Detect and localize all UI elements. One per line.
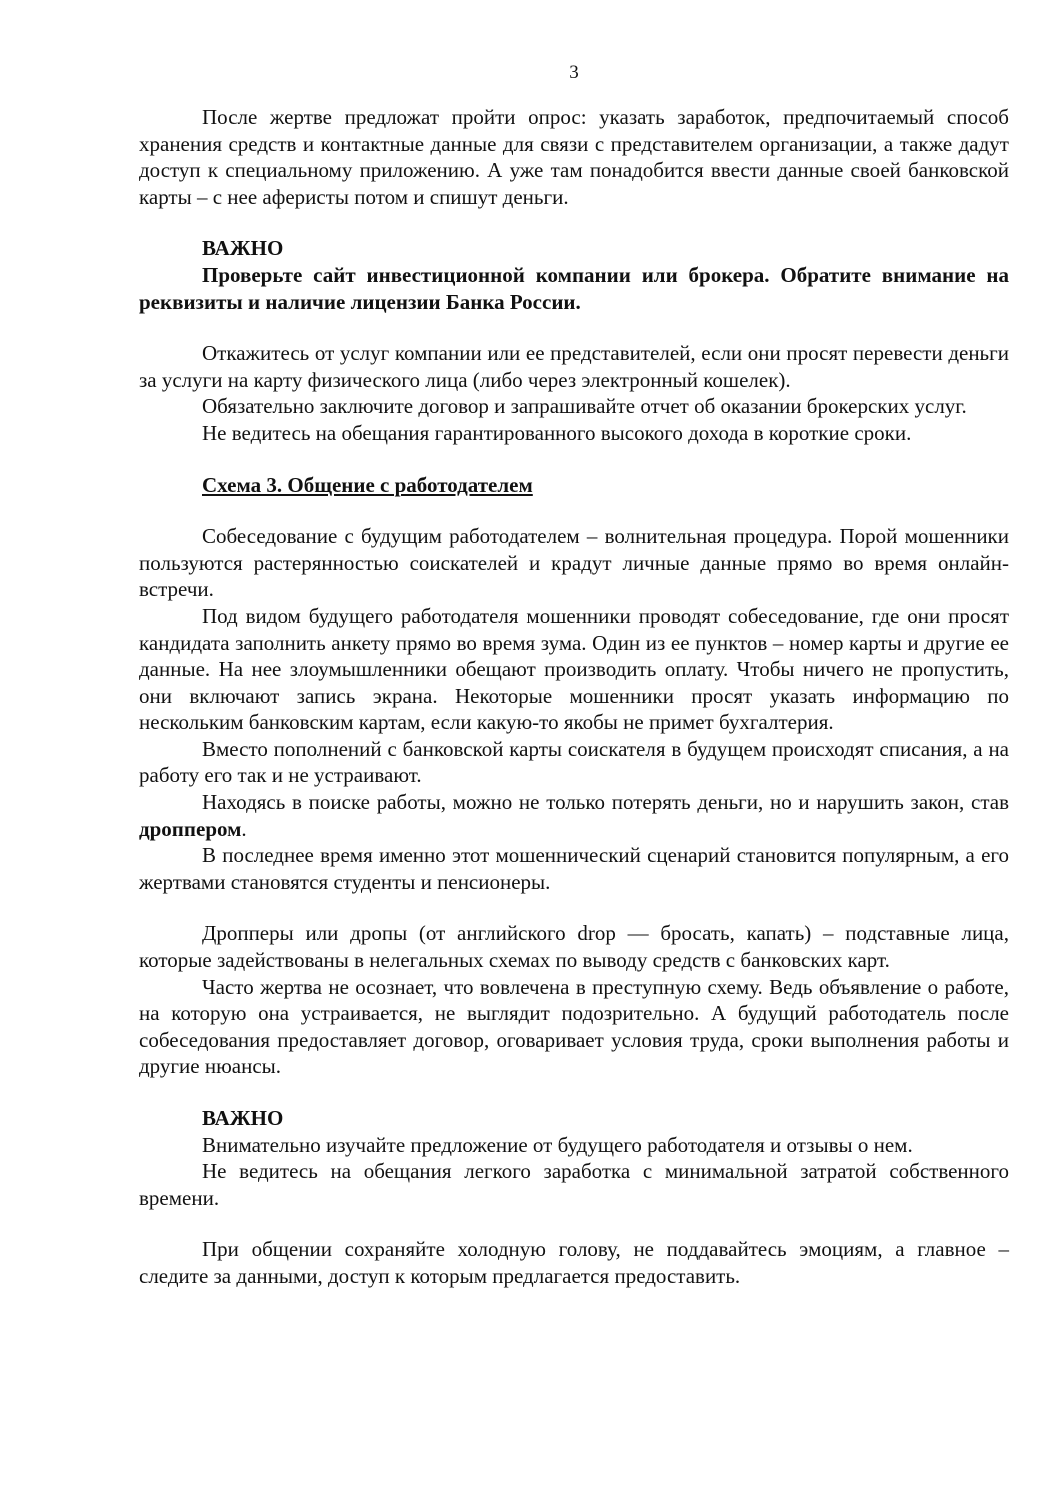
page-number: 3	[569, 62, 579, 83]
dropper-term: дроппером	[139, 816, 242, 841]
important-label-2: ВАЖНО	[202, 1106, 284, 1130]
paragraph-popular-scenario: В последнее время именно этот мошеннический сценарий становится популярным, а его жертвами становятся студенты и пенсионеры.	[139, 843, 1009, 894]
paragraph-droppers-definition: Дропперы или дропы (от английского drop — бросать, капать) – подставные лица, которые задействованы в нелегальных схемах по выводу средств с банковских карт.	[139, 921, 1009, 973]
paragraph-refuse-services: Откажитесь от услуг компании или ее представителей, если они просят перевести деньги за услуги на карту физического лица (либо через электронный кошелек).	[139, 341, 1009, 392]
important-note: Проверьте сайт инвестиционной компании или брокера. Обратите внимание на реквизиты и наличие лицензии Банка России.	[139, 262, 1009, 314]
paragraph-victim-unaware: Часто жертва не осознает, что вовлечена в преступную схему. Ведь объявление о работе, на которую она устраивается, не выглядит подозрительно. А будущий работодатель после собеседования предоставляет договор, оговаривает условия труда, сроки выполнения работы и другие нюансы.	[139, 974, 1009, 1079]
dropper-text: Находясь в поиске работы, можно не только потерять деньги, но и нарушить закон, став	[202, 790, 1009, 815]
paragraph-keep-calm: При общении сохраняйте холодную голову, не поддавайтесь эмоциям, а главное – следите за данными, доступ к которым предлагается предоставить.	[139, 1237, 1009, 1288]
paragraph-study-offer: Внимательно изучайте предложение от будущего работодателя и отзывы о нем.	[202, 1132, 913, 1157]
important-label: ВАЖНО	[202, 236, 284, 261]
paragraph-no-high-income: Не ведитесь на обещания гарантированного высокого дохода в короткие сроки.	[202, 420, 912, 445]
section-title	[139, 472, 1009, 499]
paragraph-fake-employer: Под видом будущего работодателя мошенники проводят собеседование, где они просят кандидата заполнить анкету прямо во время зума. Один из ее пунктов – номер карты и другие ее данные. На нее злоумышленники обещают производить оплату. Чтобы ничего не пропустить, они включают запись экрана. Некоторые мошенники просят указать информацию по нескольким банковским картам, если какую-то якобы не примет бухгалтерия.	[139, 603, 1009, 735]
dropper-period: .	[241, 816, 247, 841]
section-title-text: Схема 3. Общение с работодателем	[202, 472, 533, 497]
paragraph-withdrawals: Вместо пополнений с банковской карты соискателя в будущем происходят списания, а на работу его так и не устраивают.	[139, 736, 1009, 788]
paragraph-interview: Собеседование с будущим работодателем – волнительная процедура. Порой мошенники пользуются растерянностью соискателей и крадут личные данные прямо во время онлайн-встречи.	[139, 524, 1009, 602]
paragraph-contract: Обязательно заключите договор и запрашивайте отчет об оказании брокерских услуг.	[202, 394, 967, 419]
paragraph-survey: После жертве предложат пройти опрос: указать заработок, предпочитаемый способ хранения средств и контактные данные для связи с представителем организации, а также дадут доступ к специальному приложению. А уже там понадобится ввести данные своей банковской карты – с нее аферисты потом и спишут деньги.	[139, 105, 1009, 209]
paragraph-dropper	[139, 789, 1009, 842]
paragraph-easy-money: Не ведитесь на обещания легкого заработка с минимальной затратой собственного времени.	[139, 1159, 1009, 1210]
